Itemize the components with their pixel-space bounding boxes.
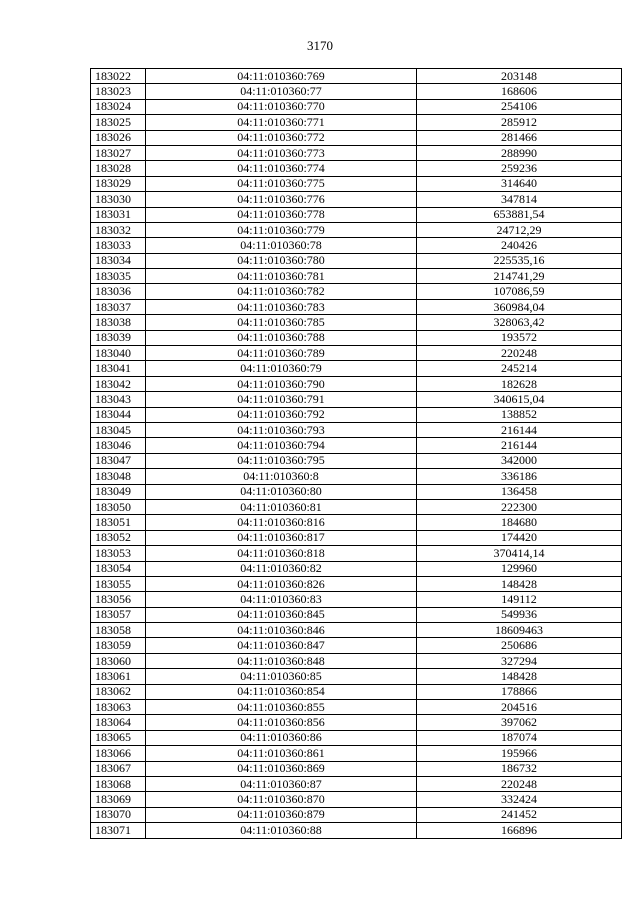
row-number-cell: 183054 (91, 561, 146, 576)
page-number: 3170 (307, 38, 333, 53)
table-row (91, 776, 622, 791)
table-row (91, 684, 622, 699)
table-row (91, 807, 622, 822)
cadastral-number-cell: 04:11:010360:790 (146, 376, 417, 391)
cadastral-value-cell: 214741,29 (417, 269, 622, 284)
cadastral-value-cell: 360984,04 (417, 299, 622, 314)
table-row (91, 376, 622, 391)
row-number-cell: 183061 (91, 669, 146, 684)
cadastral-value-cell: 241452 (417, 807, 622, 822)
table-row (91, 561, 622, 576)
cadastral-value-cell: 281466 (417, 130, 622, 145)
row-number-cell: 183044 (91, 407, 146, 422)
row-number-cell: 183057 (91, 607, 146, 622)
cadastral-number-cell: 04:11:010360:781 (146, 269, 417, 284)
table-row (91, 484, 622, 499)
cadastral-number-cell: 04:11:010360:87 (146, 776, 417, 791)
row-number-cell: 183040 (91, 346, 146, 361)
cadastral-number-cell: 04:11:010360:775 (146, 176, 417, 191)
row-number-cell: 183071 (91, 823, 146, 838)
table-row (91, 469, 622, 484)
table-row (91, 700, 622, 715)
cadastral-number-cell: 04:11:010360:83 (146, 592, 417, 607)
cadastral-number-cell: 04:11:010360:779 (146, 222, 417, 237)
cadastral-value-cell: 186732 (417, 761, 622, 776)
cadastral-value-cell: 259236 (417, 161, 622, 176)
cadastral-value-cell: 107086,59 (417, 284, 622, 299)
table-row (91, 669, 622, 684)
table-row (91, 792, 622, 807)
table-row (91, 576, 622, 591)
row-number-cell: 183065 (91, 730, 146, 745)
row-number-cell: 183056 (91, 592, 146, 607)
table-row (91, 607, 622, 622)
table-row (91, 592, 622, 607)
cadastral-value-cell: 166896 (417, 823, 622, 838)
cadastral-value-cell: 187074 (417, 730, 622, 745)
table-row (91, 130, 622, 145)
cadastral-value-cell: 149112 (417, 592, 622, 607)
cadastral-number-cell: 04:11:010360:854 (146, 684, 417, 699)
cadastral-number-cell: 04:11:010360:869 (146, 761, 417, 776)
table-row (91, 238, 622, 253)
cadastral-number-cell: 04:11:010360:79 (146, 361, 417, 376)
cadastral-number-cell: 04:11:010360:783 (146, 299, 417, 314)
cadastral-value-cell: 129960 (417, 561, 622, 576)
table-row (91, 84, 622, 99)
table-row (91, 438, 622, 453)
cadastral-number-cell: 04:11:010360:776 (146, 192, 417, 207)
cadastral-number-cell: 04:11:010360:789 (146, 346, 417, 361)
cadastral-number-cell: 04:11:010360:788 (146, 330, 417, 345)
table-row (91, 145, 622, 160)
cadastral-value-cell: 254106 (417, 99, 622, 114)
cadastral-number-cell: 04:11:010360:816 (146, 515, 417, 530)
cadastral-value-cell: 332424 (417, 792, 622, 807)
cadastral-value-cell: 370414,14 (417, 546, 622, 561)
cadastral-value-table (90, 68, 622, 839)
table-row (91, 253, 622, 268)
cadastral-number-cell: 04:11:010360:86 (146, 730, 417, 745)
cadastral-number-cell: 04:11:010360:782 (146, 284, 417, 299)
row-number-cell: 183038 (91, 315, 146, 330)
cadastral-value-cell: 240426 (417, 238, 622, 253)
cadastral-value-cell: 178866 (417, 684, 622, 699)
cadastral-value-cell: 327294 (417, 653, 622, 668)
table-row (91, 623, 622, 638)
cadastral-value-cell: 136458 (417, 484, 622, 499)
cadastral-value-cell: 314640 (417, 176, 622, 191)
cadastral-value-cell: 148428 (417, 576, 622, 591)
row-number-cell: 183022 (91, 69, 146, 84)
cadastral-value-cell: 340615,04 (417, 392, 622, 407)
cadastral-value-cell: 336186 (417, 469, 622, 484)
cadastral-number-cell: 04:11:010360:846 (146, 623, 417, 638)
table-row (91, 284, 622, 299)
cadastral-number-cell: 04:11:010360:772 (146, 130, 417, 145)
row-number-cell: 183023 (91, 84, 146, 99)
table-row (91, 361, 622, 376)
row-number-cell: 183032 (91, 222, 146, 237)
table-row (91, 161, 622, 176)
table-row (91, 99, 622, 114)
cadastral-value-cell: 216144 (417, 422, 622, 437)
table-row (91, 530, 622, 545)
cadastral-value-cell: 288990 (417, 145, 622, 160)
row-number-cell: 183063 (91, 700, 146, 715)
row-number-cell: 183031 (91, 207, 146, 222)
table-row (91, 315, 622, 330)
cadastral-value-cell: 216144 (417, 438, 622, 453)
row-number-cell: 183047 (91, 453, 146, 468)
row-number-cell: 183058 (91, 623, 146, 638)
cadastral-number-cell: 04:11:010360:791 (146, 392, 417, 407)
cadastral-number-cell: 04:11:010360:870 (146, 792, 417, 807)
cadastral-number-cell: 04:11:010360:780 (146, 253, 417, 268)
table-row (91, 207, 622, 222)
cadastral-number-cell: 04:11:010360:88 (146, 823, 417, 838)
cadastral-number-cell: 04:11:010360:817 (146, 530, 417, 545)
table-row (91, 715, 622, 730)
row-number-cell: 183035 (91, 269, 146, 284)
cadastral-value-cell: 653881,54 (417, 207, 622, 222)
cadastral-number-cell: 04:11:010360:792 (146, 407, 417, 422)
row-number-cell: 183062 (91, 684, 146, 699)
row-number-cell: 183066 (91, 746, 146, 761)
row-number-cell: 183042 (91, 376, 146, 391)
row-number-cell: 183024 (91, 99, 146, 114)
cadastral-value-cell: 549936 (417, 607, 622, 622)
row-number-cell: 183046 (91, 438, 146, 453)
cadastral-value-cell: 195966 (417, 746, 622, 761)
cadastral-value-cell: 18609463 (417, 623, 622, 638)
row-number-cell: 183036 (91, 284, 146, 299)
row-number-cell: 183069 (91, 792, 146, 807)
cadastral-value-cell: 220248 (417, 346, 622, 361)
table-row (91, 269, 622, 284)
cadastral-value-cell: 250686 (417, 638, 622, 653)
table-row (91, 515, 622, 530)
cadastral-number-cell: 04:11:010360:785 (146, 315, 417, 330)
cadastral-number-cell: 04:11:010360:773 (146, 145, 417, 160)
table-row (91, 638, 622, 653)
cadastral-value-cell: 24712,29 (417, 222, 622, 237)
row-number-cell: 183026 (91, 130, 146, 145)
row-number-cell: 183027 (91, 145, 146, 160)
table-row (91, 546, 622, 561)
cadastral-number-cell: 04:11:010360:848 (146, 653, 417, 668)
cadastral-number-cell: 04:11:010360:855 (146, 700, 417, 715)
cadastral-number-cell: 04:11:010360:85 (146, 669, 417, 684)
row-number-cell: 183053 (91, 546, 146, 561)
table-body (91, 69, 622, 839)
cadastral-value-cell: 203148 (417, 69, 622, 84)
cadastral-value-cell: 222300 (417, 499, 622, 514)
row-number-cell: 183045 (91, 422, 146, 437)
row-number-cell: 183049 (91, 484, 146, 499)
row-number-cell: 183029 (91, 176, 146, 191)
cadastral-number-cell: 04:11:010360:845 (146, 607, 417, 622)
cadastral-number-cell: 04:11:010360:879 (146, 807, 417, 822)
cadastral-value-cell: 220248 (417, 776, 622, 791)
row-number-cell: 183028 (91, 161, 146, 176)
cadastral-value-cell: 225535,16 (417, 253, 622, 268)
table-row (91, 115, 622, 130)
cadastral-value-cell: 245214 (417, 361, 622, 376)
row-number-cell: 183048 (91, 469, 146, 484)
cadastral-value-cell: 342000 (417, 453, 622, 468)
cadastral-number-cell: 04:11:010360:774 (146, 161, 417, 176)
row-number-cell: 183067 (91, 761, 146, 776)
table-row (91, 330, 622, 345)
table-row (91, 653, 622, 668)
row-number-cell: 183060 (91, 653, 146, 668)
row-number-cell: 183039 (91, 330, 146, 345)
table-row (91, 453, 622, 468)
table-row (91, 222, 622, 237)
table-row (91, 422, 622, 437)
row-number-cell: 183070 (91, 807, 146, 822)
row-number-cell: 183025 (91, 115, 146, 130)
cadastral-number-cell: 04:11:010360:771 (146, 115, 417, 130)
cadastral-number-cell: 04:11:010360:769 (146, 69, 417, 84)
cadastral-value-cell: 148428 (417, 669, 622, 684)
cadastral-number-cell: 04:11:010360:847 (146, 638, 417, 653)
cadastral-number-cell: 04:11:010360:861 (146, 746, 417, 761)
cadastral-value-cell: 397062 (417, 715, 622, 730)
row-number-cell: 183037 (91, 299, 146, 314)
row-number-cell: 183043 (91, 392, 146, 407)
cadastral-value-cell: 184680 (417, 515, 622, 530)
table-row (91, 823, 622, 838)
table-row (91, 761, 622, 776)
table-row (91, 69, 622, 84)
cadastral-value-cell: 168606 (417, 84, 622, 99)
cadastral-value-cell: 138852 (417, 407, 622, 422)
row-number-cell: 183050 (91, 499, 146, 514)
cadastral-number-cell: 04:11:010360:826 (146, 576, 417, 591)
row-number-cell: 183034 (91, 253, 146, 268)
table-row (91, 407, 622, 422)
cadastral-number-cell: 04:11:010360:80 (146, 484, 417, 499)
table-row (91, 746, 622, 761)
cadastral-number-cell: 04:11:010360:818 (146, 546, 417, 561)
cadastral-number-cell: 04:11:010360:77 (146, 84, 417, 99)
table-row (91, 192, 622, 207)
cadastral-number-cell: 04:11:010360:778 (146, 207, 417, 222)
row-number-cell: 183041 (91, 361, 146, 376)
cadastral-number-cell: 04:11:010360:856 (146, 715, 417, 730)
cadastral-number-cell: 04:11:010360:793 (146, 422, 417, 437)
row-number-cell: 183052 (91, 530, 146, 545)
cadastral-value-cell: 174420 (417, 530, 622, 545)
row-number-cell: 183033 (91, 238, 146, 253)
cadastral-value-cell: 204516 (417, 700, 622, 715)
cadastral-number-cell: 04:11:010360:81 (146, 499, 417, 514)
row-number-cell: 183055 (91, 576, 146, 591)
cadastral-number-cell: 04:11:010360:795 (146, 453, 417, 468)
row-number-cell: 183068 (91, 776, 146, 791)
table-row (91, 730, 622, 745)
cadastral-value-cell: 285912 (417, 115, 622, 130)
cadastral-value-cell: 347814 (417, 192, 622, 207)
row-number-cell: 183030 (91, 192, 146, 207)
cadastral-number-cell: 04:11:010360:82 (146, 561, 417, 576)
cadastral-value-cell: 182628 (417, 376, 622, 391)
row-number-cell: 183064 (91, 715, 146, 730)
cadastral-number-cell: 04:11:010360:794 (146, 438, 417, 453)
cadastral-value-cell: 193572 (417, 330, 622, 345)
row-number-cell: 183051 (91, 515, 146, 530)
cadastral-number-cell: 04:11:010360:770 (146, 99, 417, 114)
cadastral-number-cell: 04:11:010360:78 (146, 238, 417, 253)
table-row (91, 299, 622, 314)
table-row (91, 392, 622, 407)
cadastral-value-cell: 328063,42 (417, 315, 622, 330)
cadastral-number-cell: 04:11:010360:8 (146, 469, 417, 484)
table-row (91, 499, 622, 514)
table-row (91, 346, 622, 361)
row-number-cell: 183059 (91, 638, 146, 653)
table-row (91, 176, 622, 191)
